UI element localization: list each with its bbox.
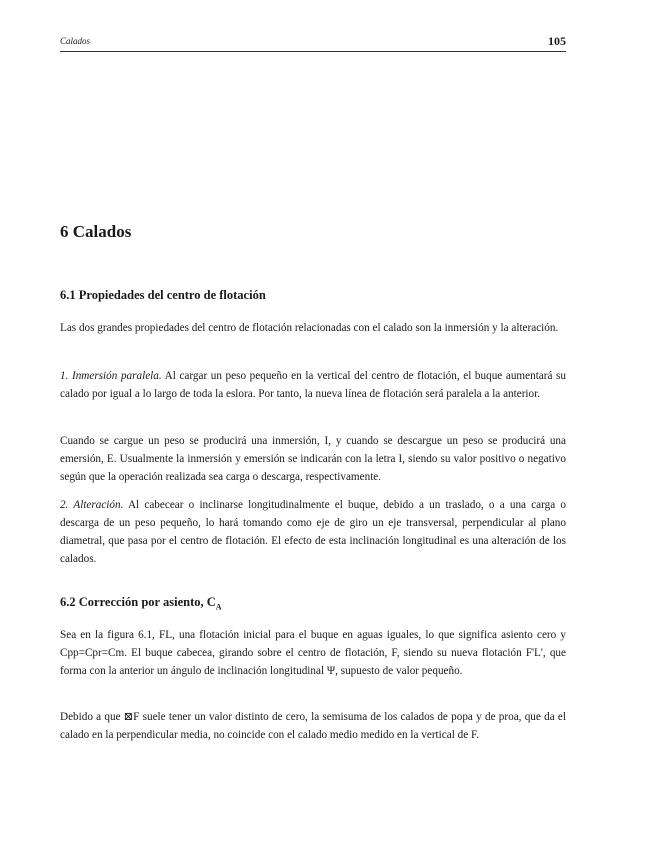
- section-title-6-2: [60, 595, 222, 612]
- paragraph-inmersion-paralela: [60, 367, 566, 403]
- section-title-6-2-text: 6.2 Corrección por asiento, C: [60, 595, 216, 609]
- header-rule: [60, 51, 566, 52]
- section-title-6-2-subscript: A: [215, 602, 222, 612]
- paragraph-inmersion-emersion: Cuando se cargue un peso se producirá una inmersión, I, y cuando se descargue un peso se producirá una emersión, E. Usualmente la inmersión y emersión se indicarán con la letra I, siendo su valor positivo o negativo según que la operación realizada sea carga o descarga, respectivamente.: [60, 435, 566, 483]
- paragraph-lead-alteracion: 2. Alteración.: [60, 499, 124, 511]
- paragraph-lead-inmersion: 1. Inmersión paralela.: [60, 370, 162, 382]
- paragraph-alteracion: [60, 496, 566, 568]
- chapter-title: 6 Calados: [60, 222, 132, 241]
- section-title-6-1: 6.1 Propiedades del centro de flotación: [60, 288, 266, 302]
- paragraph-figura-6-1: Sea en la figura 6.1, FL, una flotación inicial para el buque en aguas iguales, lo que significa asiento cero y Cpp=Cpr=Cm. El buque cabecea, girando sobre el centro de flotación, F, siendo su nueva flotación F'L', que forma con la anterior un ángulo de inclinación longitudinal Ψ, supuesto de valor pequeño.: [60, 629, 566, 677]
- paragraph-body-inmersion: Al cargar un peso pequeño en la vertical del centro de flotación, el buque aumentará su calado por igual a lo largo de toda la eslora. Por tanto, la nueva línea de flotación será paralela a la anterior.: [60, 370, 567, 400]
- page-header: [60, 34, 566, 50]
- paragraph-semisuma-calados: Debido a que ⊠F suele tener un valor distinto de cero, la semisuma de los calados de popa y de proa, que da el calado en la perpendicular media, no coincide con el calado medio medido en la vertical de F.: [60, 711, 566, 741]
- running-title: Calados: [60, 36, 91, 46]
- page-number: 105: [548, 34, 566, 48]
- paragraph-intro: Las dos grandes propiedades del centro de flotación relacionadas con el calado son la inmersión y la alteración.: [60, 322, 559, 334]
- paragraph-body-alteracion: Al cabecear o inclinarse longitudinalmente el buque, debido a un traslado, o a una carga o descarga de un peso pequeño, lo hará tomando como eje de giro un eje transversal, perpendicular al plano diametral, que pasa por el centro de flotación. El efecto de esta inclinación longitudinal es una alteración de los calados.: [60, 499, 566, 565]
